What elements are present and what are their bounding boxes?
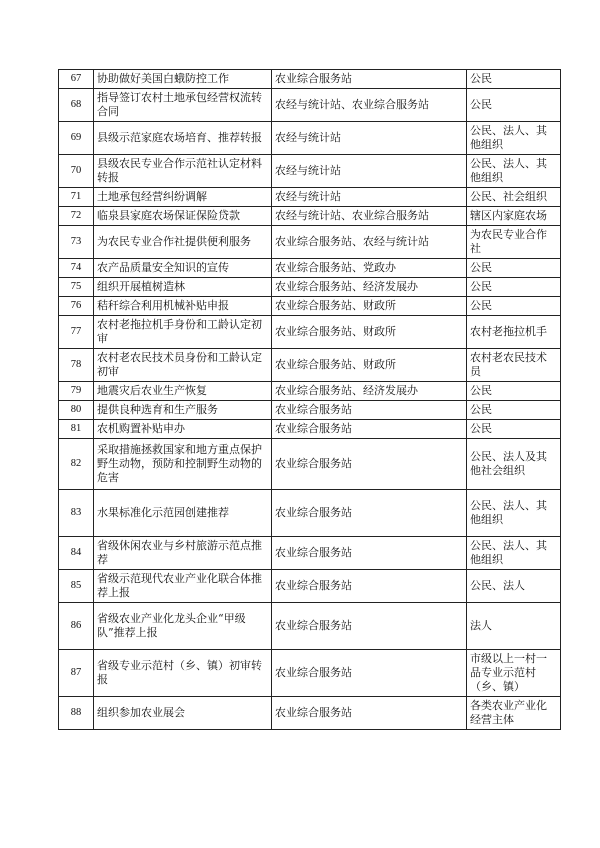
responsible-department: 农业综合服务站、财政所	[272, 349, 467, 382]
table-row	[59, 537, 561, 570]
service-target: 公民、法人、其他组织	[467, 490, 561, 537]
responsible-department: 农经与统计站	[272, 122, 467, 155]
row-number: 68	[59, 89, 94, 122]
row-number: 72	[59, 207, 94, 226]
service-target: 公民	[467, 297, 561, 316]
service-target: 公民、法人、其他组织	[467, 122, 561, 155]
row-number: 77	[59, 316, 94, 349]
table-row	[59, 226, 561, 259]
service-item: 临泉县家庭农场保证保险贷款	[94, 207, 272, 226]
service-target: 公民	[467, 420, 561, 439]
service-item: 农村老农民技术员身份和工龄认定初审	[94, 349, 272, 382]
service-item: 省级专业示范村（乡、镇）初审转报	[94, 650, 272, 697]
service-item: 组织参加农业展会	[94, 697, 272, 730]
service-item: 地震灾后农业生产恢复	[94, 382, 272, 401]
responsible-department: 农业综合服务站	[272, 401, 467, 420]
row-number: 76	[59, 297, 94, 316]
row-number: 85	[59, 570, 94, 603]
row-number: 67	[59, 70, 94, 89]
service-item: 秸秆综合利用机械补贴申报	[94, 297, 272, 316]
service-target: 公民	[467, 259, 561, 278]
responsible-department: 农业综合服务站	[272, 420, 467, 439]
service-item: 土地承包经营纠纷调解	[94, 188, 272, 207]
responsible-department: 农业综合服务站	[272, 537, 467, 570]
service-item: 为农民专业合作社提供便利服务	[94, 226, 272, 259]
service-item: 省级休闲农业与乡村旅游示范点推荐	[94, 537, 272, 570]
row-number: 87	[59, 650, 94, 697]
responsible-department: 农业综合服务站、农经与统计站	[272, 226, 467, 259]
row-number: 73	[59, 226, 94, 259]
responsible-department: 农业综合服务站	[272, 697, 467, 730]
responsible-department: 农业综合服务站、党政办	[272, 259, 467, 278]
service-item: 农产品质量安全知识的宣传	[94, 259, 272, 278]
service-items-table	[58, 69, 561, 730]
row-number: 70	[59, 155, 94, 188]
service-item: 农村老拖拉机手身份和工龄认定初审	[94, 316, 272, 349]
table-row	[59, 420, 561, 439]
table-row	[59, 89, 561, 122]
row-number: 79	[59, 382, 94, 401]
table-row	[59, 155, 561, 188]
service-target: 公民、法人及其他社会组织	[467, 439, 561, 490]
table-row	[59, 697, 561, 730]
row-number: 71	[59, 188, 94, 207]
responsible-department: 农业综合服务站、财政所	[272, 297, 467, 316]
responsible-department: 农业综合服务站	[272, 570, 467, 603]
service-target: 公民、法人、其他组织	[467, 537, 561, 570]
service-target: 公民	[467, 401, 561, 420]
service-item: 提供良种选育和生产服务	[94, 401, 272, 420]
service-item: 省级农业产业化龙头企业“甲级队”推荐上报	[94, 603, 272, 650]
row-number: 80	[59, 401, 94, 420]
service-target: 公民	[467, 278, 561, 297]
row-number: 88	[59, 697, 94, 730]
service-target: 市级以上一村一品专业示范村（乡、镇）	[467, 650, 561, 697]
table-row	[59, 316, 561, 349]
service-target: 法人	[467, 603, 561, 650]
service-target: 公民、法人、其他组织	[467, 155, 561, 188]
table-row	[59, 259, 561, 278]
row-number: 86	[59, 603, 94, 650]
service-item: 组织开展植树造林	[94, 278, 272, 297]
service-item: 县级示范家庭农场培育、推荐转报	[94, 122, 272, 155]
responsible-department: 农经与统计站、农业综合服务站	[272, 207, 467, 226]
table-row	[59, 297, 561, 316]
responsible-department: 农业综合服务站	[272, 70, 467, 89]
table-row	[59, 490, 561, 537]
table-row	[59, 188, 561, 207]
responsible-department: 农业综合服务站	[272, 490, 467, 537]
service-target: 农村老农民技术员	[467, 349, 561, 382]
responsible-department: 农业综合服务站、经济发展办	[272, 278, 467, 297]
table-row	[59, 70, 561, 89]
table-row	[59, 401, 561, 420]
service-item: 水果标准化示范园创建推荐	[94, 490, 272, 537]
row-number: 84	[59, 537, 94, 570]
row-number: 81	[59, 420, 94, 439]
responsible-department: 农经与统计站	[272, 188, 467, 207]
service-item: 县级农民专业合作示范社认定材料转报	[94, 155, 272, 188]
table-row	[59, 382, 561, 401]
responsible-department: 农经与统计站	[272, 155, 467, 188]
table-row	[59, 603, 561, 650]
service-item: 协助做好美国白蛾防控工作	[94, 70, 272, 89]
responsible-department: 农业综合服务站、经济发展办	[272, 382, 467, 401]
row-number: 75	[59, 278, 94, 297]
table-row	[59, 122, 561, 155]
responsible-department: 农业综合服务站、财政所	[272, 316, 467, 349]
service-target: 为农民专业合作社	[467, 226, 561, 259]
service-item: 指导签订农村土地承包经营权流转合同	[94, 89, 272, 122]
service-target: 辖区内家庭农场	[467, 207, 561, 226]
service-item: 省级示范现代农业产业化联合体推荐上报	[94, 570, 272, 603]
row-number: 74	[59, 259, 94, 278]
row-number: 82	[59, 439, 94, 490]
service-target: 公民、法人	[467, 570, 561, 603]
row-number: 83	[59, 490, 94, 537]
service-target: 公民	[467, 70, 561, 89]
table-row	[59, 650, 561, 697]
service-item: 采取措施拯救国家和地方重点保护野生动物，预防和控制野生动物的危害	[94, 439, 272, 490]
table-row	[59, 349, 561, 382]
service-target: 各类农业产业化经营主体	[467, 697, 561, 730]
table-row	[59, 570, 561, 603]
service-target: 公民、社会组织	[467, 188, 561, 207]
responsible-department: 农业综合服务站	[272, 650, 467, 697]
table-row	[59, 207, 561, 226]
service-target: 公民	[467, 382, 561, 401]
service-item: 农机购置补贴申办	[94, 420, 272, 439]
responsible-department: 农业综合服务站	[272, 439, 467, 490]
service-target: 公民	[467, 89, 561, 122]
row-number: 69	[59, 122, 94, 155]
responsible-department: 农经与统计站、农业综合服务站	[272, 89, 467, 122]
row-number: 78	[59, 349, 94, 382]
responsible-department: 农业综合服务站	[272, 603, 467, 650]
table-row	[59, 278, 561, 297]
table-row	[59, 439, 561, 490]
service-target: 农村老拖拉机手	[467, 316, 561, 349]
